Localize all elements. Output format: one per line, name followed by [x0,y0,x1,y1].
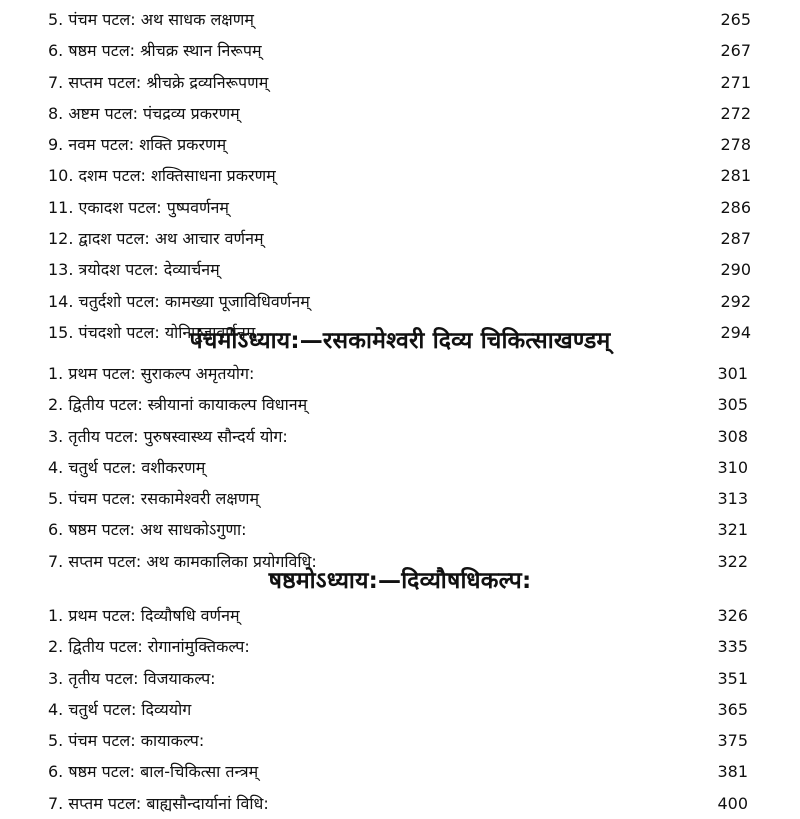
toc-entry-page: 375 [717,731,748,751]
toc-entry [0,663,800,694]
toc-entry-title: 6. षष्ठम पटल: श्रीचक्र स्थान निरूपम् [48,41,262,61]
toc-entry-title: 9. नवम पटल: शक्ति प्रकरणम् [48,135,227,155]
toc-entry-title: 7. सप्तम पटल: अथ कामकालिका प्रयोगविधि: [48,551,317,571]
toc-entry-page: 286 [720,197,751,217]
toc-entry-title: 7. सप्तम पटल: श्रीचक्रे द्रव्यनिरूपणम् [48,72,269,92]
toc-entry-title: 1. प्रथम पटल: सुराकल्प अमृतयोग: [48,364,255,383]
toc-entry [0,192,800,223]
toc-entry [0,286,800,317]
toc-entry [0,254,800,285]
toc-entry-page: 305 [717,395,748,415]
toc-entry [0,483,800,514]
toc-entry-title: 4. चतुर्थ पटल: दिव्ययोग [48,699,192,719]
toc-entry-page: 290 [720,260,751,280]
toc-entry [0,421,800,452]
toc-entry-title: 13. त्रयोदश पटल: देव्यार्चनम् [48,260,220,280]
toc-entry-title: 12. द्वादश पटल: अथ आचार वर्णनम् [48,229,264,249]
toc-entry-page: 292 [720,291,751,311]
toc-entry-page: 400 [717,793,748,813]
toc-entry [0,694,800,725]
toc-entry [0,223,800,254]
toc-section-chapter-5 [0,358,800,577]
chapter-heading: षष्ठमोऽध्याय:—दिव्यौषधिकल्प: [268,568,532,594]
toc-entry-title: 6. षष्ठम पटल: अथ साधकोऽगुणा: [48,520,247,540]
toc-entry-title: 1. प्रथम पटल: दिव्यौषधि वर्णनम् [48,606,240,625]
toc-entry-page: 365 [717,699,748,719]
toc-entry-title: 5. पंचम पटल: अथ साधक लक्षणम् [48,10,254,29]
toc-entry [0,129,800,160]
toc-entry [0,35,800,66]
toc-entry [0,788,800,819]
toc-entry-page: 265 [720,10,751,29]
toc-entry-page: 301 [717,364,748,383]
toc-entry-title: 2. द्वितीय पटल: स्त्रीयानां कायाकल्प विधानम् [48,395,308,415]
toc-section-chapter-6 [0,600,800,819]
toc-entry [0,98,800,129]
toc-entry-title: 3. तृतीय पटल: पुरुषस्वास्थ्य सौन्दर्य योग: [48,426,288,446]
toc-entry-page: 321 [717,520,748,540]
toc-entry-page: 294 [720,322,751,342]
toc-entry [0,631,800,662]
toc-entry [0,600,800,631]
toc-entry-page: 278 [720,135,751,155]
toc-entry-title: 4. चतुर्थ पटल: वशीकरणम् [48,457,206,477]
toc-entry-page: 310 [717,457,748,477]
toc-entry-page: 351 [717,668,748,688]
toc-entry-title: 11. एकादश पटल: पुष्पवर्णनम् [48,197,229,217]
toc-entry-page: 313 [717,489,748,509]
toc-entry-page: 326 [717,606,748,625]
toc-entry-title: 3. तृतीय पटल: विजयाकल्प: [48,668,216,688]
toc-entry-title: 6. षष्ठम पटल: बाल-चिकित्सा तन्त्रम् [48,762,259,782]
toc-entry-page: 281 [720,166,751,186]
toc-entry-page: 271 [720,72,751,92]
toc-entry-title: 14. चतुर्दशो पटल: कामख्या पूजाविधिवर्णनम् [48,291,310,311]
toc-entry [0,389,800,420]
toc-entry [0,514,800,545]
toc-entry-title: 10. दशम पटल: शक्तिसाधना प्रकरणम् [48,166,276,186]
toc-entry-page: 287 [720,229,751,249]
toc-entry-title: 8. अष्टम पटल: पंचद्रव्य प्रकरणम् [48,103,240,123]
toc-section-continued [0,4,800,348]
toc-entry [0,67,800,98]
toc-entry [0,358,800,389]
toc-entry [0,756,800,787]
toc-entry [0,725,800,756]
toc-entry [0,160,800,191]
toc-entry-title: 7. सप्तम पटल: बाह्यसौन्दार्यानां विधि: [48,793,269,813]
chapter-heading: पंचमोऽध्याय:—रसकामेश्वरी दिव्य चिकित्साखण्डम् [189,328,611,354]
toc-entry-page: 322 [717,551,748,571]
toc-entry-page: 335 [717,637,748,657]
toc-entry-title: 5. पंचम पटल: कायाकल्प: [48,731,205,751]
toc-entry-title: 5. पंचम पटल: रसकामेश्वरी लक्षणम् [48,489,260,509]
toc-entry-page: 381 [717,762,748,782]
toc-entry-page: 308 [717,426,748,446]
toc-entry [0,4,800,35]
toc-entry-page: 267 [720,41,751,61]
toc-entry [0,452,800,483]
toc-entry-title: 2. द्वितीय पटल: रोगानांमुक्तिकल्प: [48,637,250,657]
toc-entry-page: 272 [720,103,751,123]
toc-entry-title: 15. पंचदशो पटल: योनिपूजावर्णनम् [48,322,256,342]
